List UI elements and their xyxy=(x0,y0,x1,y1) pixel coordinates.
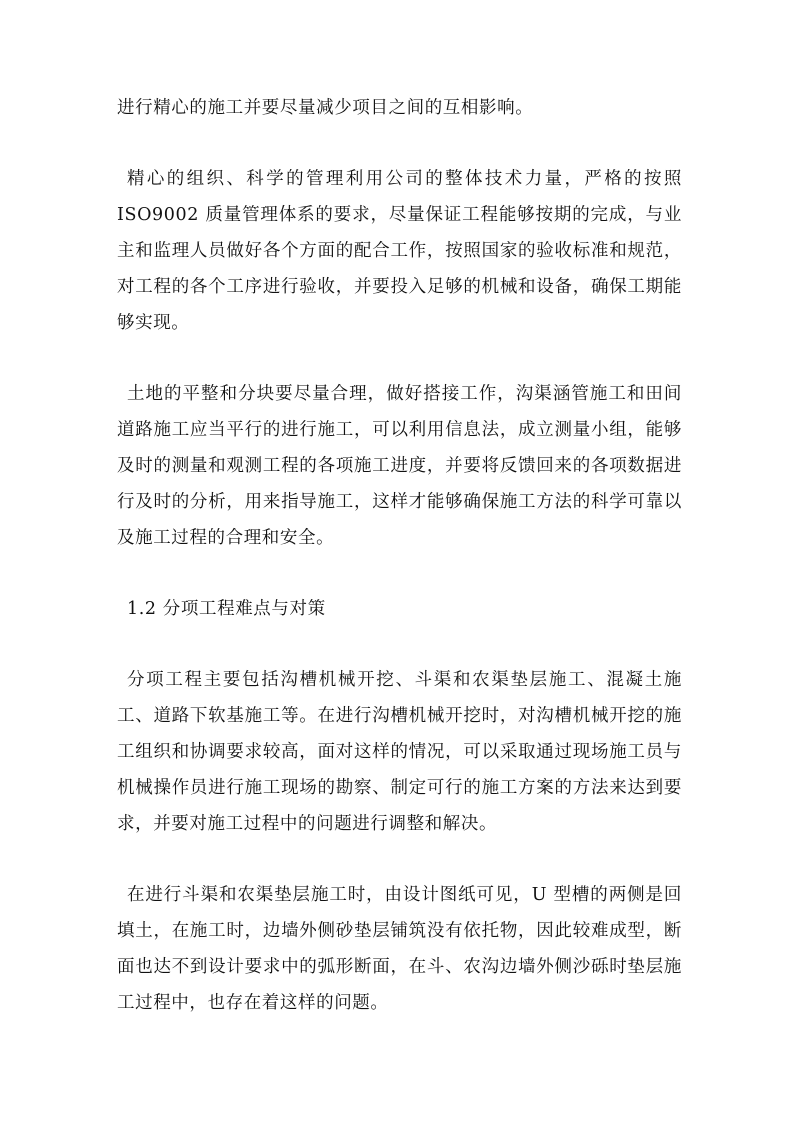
paragraph-3: 土地的平整和分块要尽量合理，做好搭接工作，沟渠涵管施工和田间道路施工应当平行的进行施工，可以利用信息法，成立测量小组，能够及时的测量和观测工程的各项施工进度，并要将反馈回来的各项数据进行及时的分析，用来指导施工，这样才能够确保施工方法的科学可靠以及施工过程的合理和安全。 xyxy=(117,384,682,548)
paragraph-4: 分项工程主要包括沟槽机械开挖、斗渠和农渠垫层施工、混凝土施工、道路下软基施工等。在进行沟槽机械开挖时，对沟槽机械开挖的施工组织和协调要求较高，面对这样的情况，可以采取通过现场施工员与机械操作员进行施工现场的勘察、制定可行的施工方案的方法来达到要求，并要对施工过程中的问题进行调整和解决。 xyxy=(117,670,682,834)
section-heading: 1.2 分项工程难点与对策 xyxy=(127,599,326,619)
paragraph-2: 精心的组织、科学的管理利用公司的整体技术力量，严格的按照ISO9002 质量管理体系的要求，尽量保证工程能够按期的完成，与业主和监理人员做好各个方面的配合工作，按照国家的验收标准和规范，对工程的各个工序进行验收，并要投入足够的机械和设备，确保工期能够实现。 xyxy=(117,169,682,333)
document-body xyxy=(117,90,682,1056)
paragraph-1: 进行精心的施工并要尽量减少项目之间的互相影响。 xyxy=(117,98,534,118)
paragraph-5: 在进行斗渠和农渠垫层施工时，由设计图纸可见，U 型槽的两侧是回填土，在施工时，边墙外侧砂垫层铺筑没有依托物，因此较难成型，断面也达不到设计要求中的弧形断面，在斗、农沟边墙外侧沙砾时垫层施工过程中，也存在着这样的问题。 xyxy=(117,885,682,1013)
